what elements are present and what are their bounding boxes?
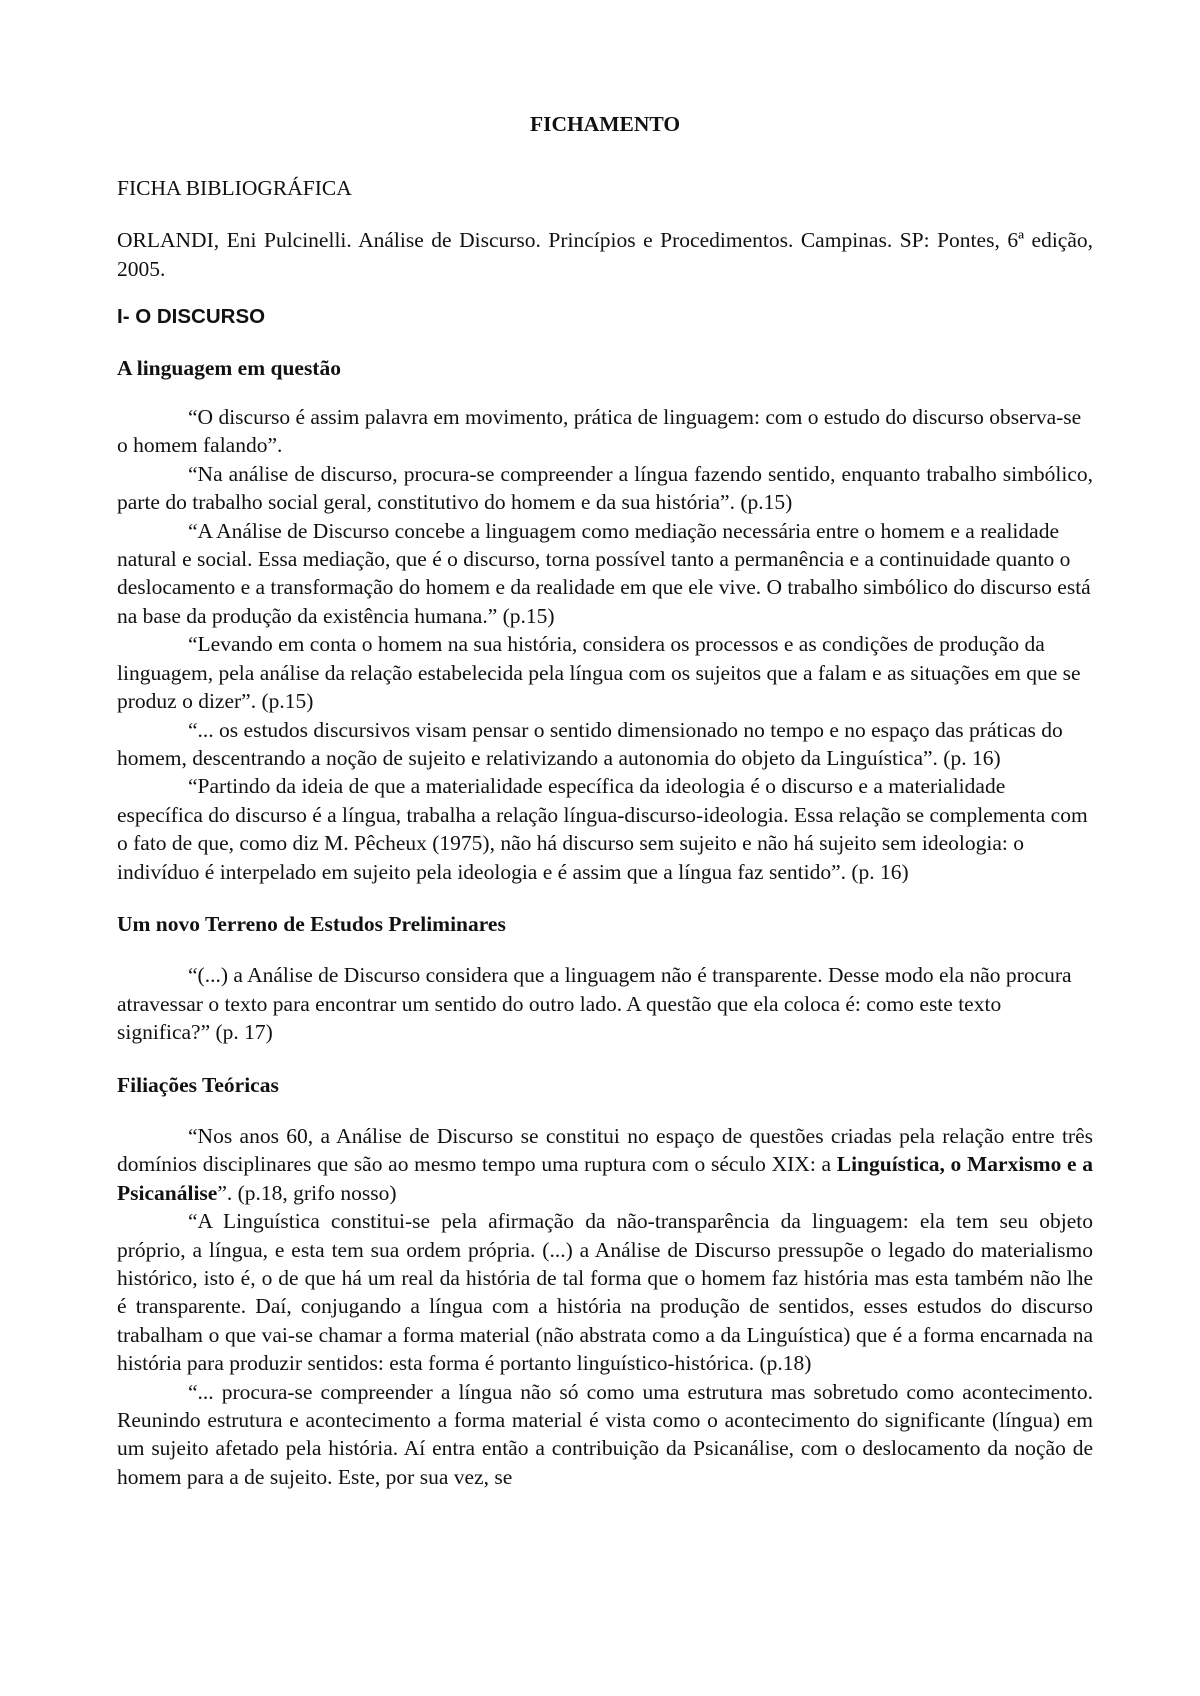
ficha-heading: FICHA BIBLIOGRÁFICA [117, 176, 352, 200]
subheading-terreno: Um novo Terreno de Estudos Preliminares [117, 911, 506, 936]
quote-paragraph: “O discurso é assim palavra em movimento, prática de linguagem: com o estudo do discurso observa-se o homem falando”. [117, 405, 1082, 458]
quote-paragraph: “A Análise de Discurso concebe a linguagem como mediação necessária entre o homem e a realidade natural e social. Essa mediação, que é o discurso, torna possível tanto a permanência e a continuidade quanto o deslocamento e a transformação do homem e da realidade em que ele vive. O trabalho simbólico do discurso está na base da produção da existência humana.” (p.15) [117, 518, 1091, 628]
quote-paragraph: “Levando em conta o homem na sua história, considera os processos e as condições de produção da linguagem, pela análise da relação estabelecida pela língua com os sujeitos que a falam e as situações em que se produz o dizer”. (p.15) [117, 632, 1081, 714]
quote-paragraph: “(...) a Análise de Discurso considera que a linguagem não é transparente. Desse modo ela não procura atravessar o texto para encontrar um sentido do outro lado. A questão que ela coloca é: como este texto significa?” (p. 17) [117, 963, 1072, 1045]
quote-paragraph [117, 1122, 1093, 1207]
quote-paragraph: “... os estudos discursivos visam pensar o sentido dimensionado no tempo e no espaço das práticas do homem, descentrando a noção de sujeito e relativizando a autonomia do objeto da Linguística”. (p. 16) [117, 717, 1063, 770]
document-title: FICHAMENTO [529, 112, 681, 136]
document-page [117, 110, 1093, 1491]
quote-paragraph: “... procura-se compreender a língua não só como uma estrutura mas sobretudo como acontecimento. Reunindo estrutura e acontecimento a forma material é vista como o acontecimento do significante (língua) em um sujeito afetado pela história. Aí entra então a contribuição da Psicanálise, com o deslocamento da noção de homem para a de sujeito. Este, por sua vez, se [117, 1379, 1093, 1489]
section-heading: I- O DISCURSO [117, 305, 266, 329]
quote-paragraph: “A Linguística constitui-se pela afirmação da não-transparência da linguagem: ela tem seu objeto próprio, a língua, e esta tem sua ordem própria. (...) a Análise de Discurso pressupõe o legado do materialismo histórico, isto é, o de que há um real da história de tal forma que o homem faz história mas esta também não lhe é transparente. Daí, conjugando a língua com a história na produção de sentidos, esses estudos do discurso trabalham o que vai-se chamar a forma material (não abstrata como a da Linguística) que é a forma encarnada na história para produzir sentidos: esta forma é portanto linguístico-histórica. (p.18) [117, 1209, 1093, 1376]
quote-paragraph: “Partindo da ideia de que a materialidade específica da ideologia é o discurso e a materialidade específica do discurso é a língua, trabalha a relação língua-discurso-ideologia. Essa relação se complementa com o fato de que, como diz M. Pêcheux (1975), não há discurso sem sujeito e não há sujeito sem ideologia: o indivíduo é interpelado em sujeito pela ideologia e é assim que a língua faz sentido”. (p. 16) [117, 774, 1088, 884]
bibliography-entry: ORLANDI, Eni Pulcinelli. Análise de Discurso. Princípios e Procedimentos. Campinas. SP: Pontes, 6ª edição, 2005. [117, 228, 1093, 281]
emphasized-text: Linguística, o Marxismo e a Psicanálise [117, 1152, 1093, 1205]
quote-paragraph: “Na análise de discurso, procura-se compreender a língua fazendo sentido, enquanto trabalho simbólico, parte do trabalho social geral, constitutivo do homem e da sua história”. (p.15) [117, 461, 1093, 515]
quote-text: “Nos anos 60, a Análise de Discurso se constitui no espaço de questões criadas pela relação entre três domínios disciplinares que são ao mesmo tempo uma ruptura com o século XIX: a [117, 1123, 1093, 1177]
subheading-filiacoes: Filiações Teóricas [117, 1072, 279, 1097]
subheading-linguagem: A linguagem em questão [117, 355, 341, 380]
quote-text: ”. (p.18, grifo nosso) [217, 1180, 397, 1205]
